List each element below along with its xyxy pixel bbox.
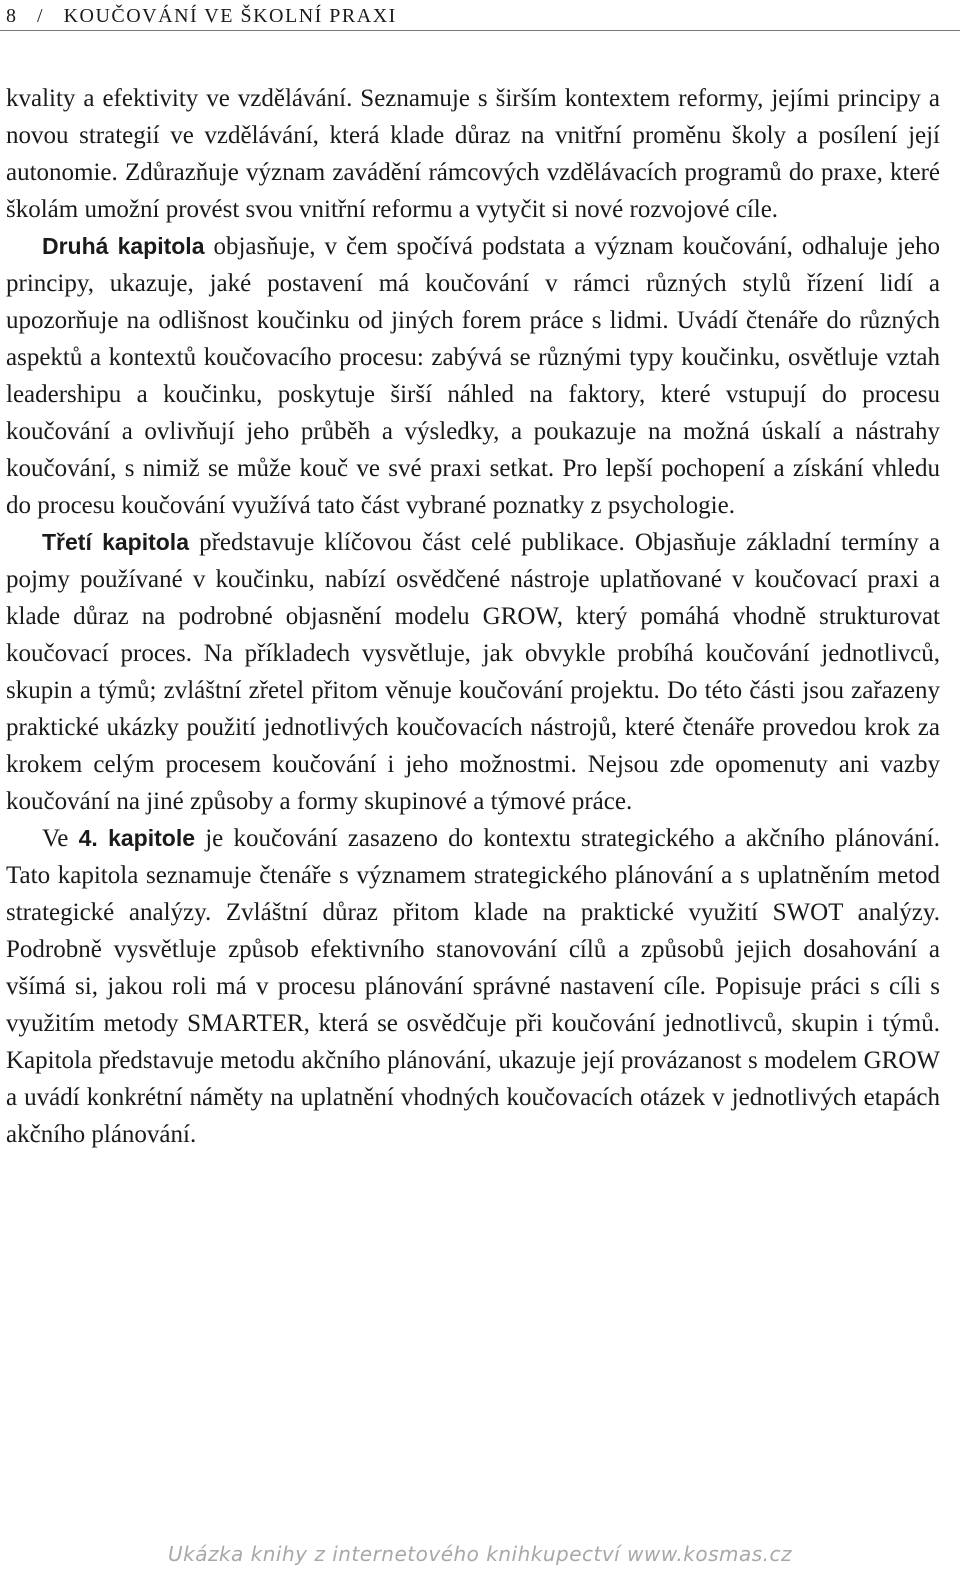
chapter-label: 4. kapitole xyxy=(78,825,196,851)
paragraph-chapter-3 xyxy=(6,524,940,820)
running-title: KOUČOVÁNÍ VE ŠKOLNÍ PRAXI xyxy=(63,5,397,27)
running-header xyxy=(6,2,940,30)
chapter-label: Druhá kapitola xyxy=(42,233,205,259)
header-divider xyxy=(0,30,960,31)
watermark-footer: Ukázka knihy z internetového knihkupectví www.kosmas.cz xyxy=(167,1542,792,1566)
paragraph-intro-continuation xyxy=(6,80,940,228)
paragraph-prefix: Ve xyxy=(42,825,79,852)
header-separator: / xyxy=(37,5,45,27)
paragraph-chapter-2 xyxy=(6,228,940,524)
paragraph-text: je koučování zasazeno do kontextu strategického a akčního plánování. Tato kapitola seznamuje čtenáře s významem strategického plánování a s uplatněním metod strategické analýzy. Zvláštní důraz přitom klade na praktické využití SWOT analýzy. Podrobně vysvětluje způsob efektivního stanovování cílů a způsobů jejich dosahování a všímá si, jakou roli má v procesu plánování správné nastavení cíle. Popisuje práci s cíli s využitím metody SMARTER, která se osvědčuje při koučování jednotlivců, skupin i týmů. Kapitola představuje metodu akčního plánování, ukazuje její provázanost s modelem GROW a uvádí konkrétní náměty na uplatnění vhodných koučovacích otázek v jednotlivých etapách akčního plánování. xyxy=(6,825,940,1148)
paragraph-text: objasňuje, v čem spočívá podstata a význam koučování, odhaluje jeho principy, ukazuje, jaké postavení má koučování v rámci různých stylů řízení lidí a upozorňuje na odlišnost koučinku od jiných forem práce s lidmi. Uvádí čtenáře do různých aspektů a kontextů koučovacího procesu: zabývá se různými typy koučinku, osvětluje vztah leadershipu a koučinku, poskytuje širší náhled na faktory, které vstupují do procesu koučování a ovlivňují jeho průběh a výsledky, a poukazuje na možná úskalí a nástrahy koučování, s nimiž se může kouč ve své praxi setkat. Pro lepší pochopení a získání vhledu do procesu koučování využívá tato část vybrané poznatky z psychologie. xyxy=(6,233,940,519)
body-text xyxy=(6,80,940,1153)
page-number: 8 xyxy=(6,5,18,27)
paragraph-text: kvality a efektivity ve vzdělávání. Seznamuje s širším kontextem reformy, jejími principy a novou strategií ve vzdělávání, která klade důraz na vnitřní proměnu školy a posílení její autonomie. Zdůrazňuje význam zavádění rámcových vzdělávacích programů do praxe, které školám umožní provést svou vnitřní reformu a vytyčit si nové rozvojové cíle. xyxy=(6,85,940,223)
paragraph-chapter-4 xyxy=(6,820,940,1153)
chapter-label: Třetí kapitola xyxy=(42,529,189,555)
paragraph-text: představuje klíčovou část celé publikace. Objasňuje základní termíny a pojmy používané v koučinku, nabízí osvědčené nástroje uplatňované v koučovací praxi a klade důraz na podrobné objasnění modelu GROW, který pomáhá vhodně strukturovat koučovací proces. Na příkladech vysvětluje, jak obvykle probíhá koučování jednotlivců, skupin a týmů; zvláštní zřetel přitom věnuje koučování projektu. Do této části jsou zařazeny praktické ukázky použití jednotlivých koučovacích nástrojů, které čtenáře provedou krok za krokem celým procesem koučování i jeho možnostmi. Nejsou zde opomenuty ani vazby koučování na jiné způsoby a formy skupinové a týmové práce. xyxy=(6,529,940,815)
